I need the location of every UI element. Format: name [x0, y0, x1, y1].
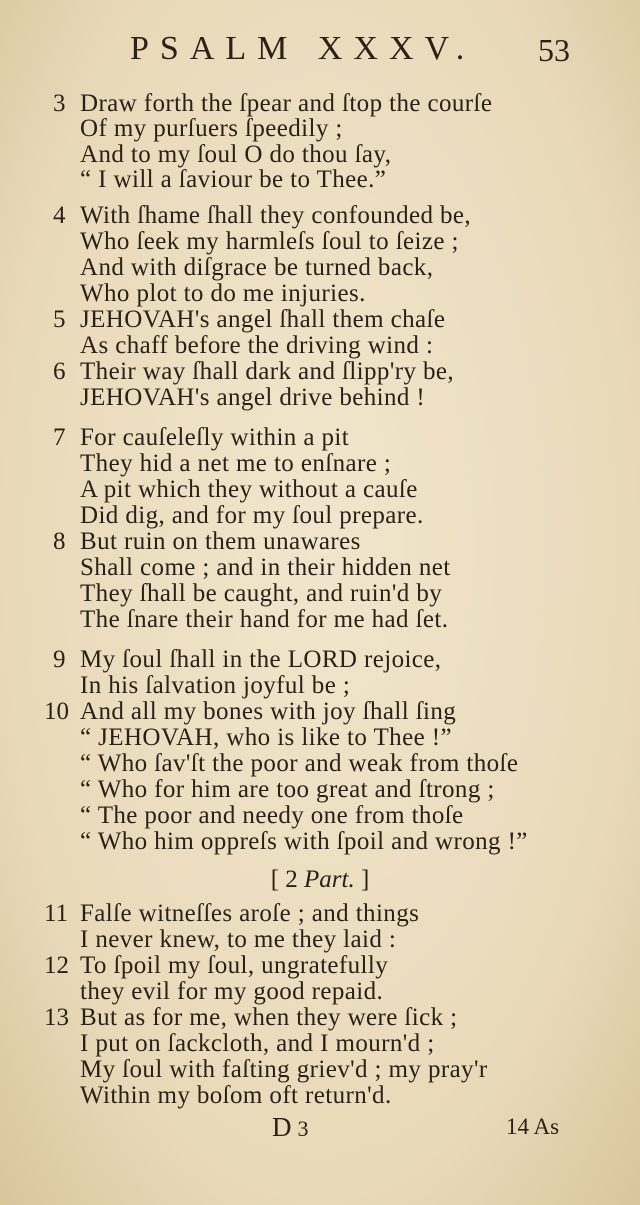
verse-line: The ſnare their hand for me had ſet. — [80, 606, 449, 633]
verse-number: 11 — [44, 900, 69, 927]
verse-line: With ſhame ſhall they confounded be, — [80, 202, 472, 229]
section-bracket-open: [ 2 — [270, 866, 298, 893]
verse-line: “ JEHOVAH, who is like to Thee !” — [80, 724, 452, 751]
verse-line: A pit which they without a cauſe — [80, 476, 418, 503]
verse-line: As chaff before the driving wind : — [80, 332, 434, 359]
verse-line: For cauſeleſly within a pit — [80, 424, 350, 451]
verse-number: 3 — [53, 90, 66, 117]
verse-line: And all my bones with joy ſhall ſing — [80, 698, 457, 725]
signature-number: 3 — [297, 1116, 309, 1141]
verse-number: 13 — [44, 1004, 69, 1031]
running-title: PSALM XXXV. — [130, 30, 476, 67]
verse-line: Draw forth the ſpear and ſtop the courſe — [80, 90, 493, 117]
verse-number: 12 — [44, 952, 69, 979]
verse-line: “ The poor and needy one from thoſe — [80, 802, 464, 829]
section-bracket-close: ] — [360, 866, 370, 893]
verse-number: 5 — [53, 306, 66, 333]
verse-line: they evil for my good repaid. — [80, 978, 384, 1005]
verse-number: 8 — [53, 528, 66, 555]
verse-number: 6 — [53, 358, 66, 385]
verse-line: Falſe witneſſes aroſe ; and things — [80, 900, 420, 927]
page-header — [0, 30, 640, 74]
verse-line: Of my purſuers ſpeedily ; — [80, 115, 343, 142]
verse-line: Who plot to do me injuries. — [80, 280, 366, 307]
verse-line: “ I will a ſaviour be to Thee.” — [80, 166, 387, 193]
verse-line: They hid a net me to enſnare ; — [80, 450, 392, 477]
verse-line: Did dig, and for my ſoul prepare. — [80, 502, 424, 529]
verse-line: I put on ſackcloth, and I mourn'd ; — [80, 1030, 435, 1057]
verse-line: In his ſalvation joyful be ; — [80, 672, 351, 699]
catchword: 14 As — [506, 1114, 560, 1139]
verse-line: Shall come ; and in their hidden net — [80, 554, 451, 581]
verse-line: My ſoul ſhall in the LORD rejoice, — [80, 646, 442, 673]
verse-number: 7 — [53, 424, 66, 451]
verse-line: Who ſeek my harmleſs ſoul to ſeize ; — [80, 228, 459, 255]
verse-line: “ Who for him are too great and ſtrong ; — [80, 776, 495, 803]
verse-line: To ſpoil my ſoul, ungratefully — [80, 952, 389, 979]
verse-number: 10 — [44, 698, 69, 725]
verse-line: And with diſgrace be turned back, — [80, 254, 434, 281]
verse-line: And to my ſoul O do thou ſay, — [80, 141, 392, 168]
verse-line: “ Who ſav'ſt the poor and weak from thoſe — [80, 750, 519, 777]
verse-line: Their way ſhall dark and ſlipp'ry be, — [80, 358, 455, 385]
verse-line: But as for me, when they were ſick ; — [80, 1004, 458, 1031]
verse-line: My ſoul with faſting griev'd ; my pray'r — [80, 1056, 488, 1083]
verse-line: They ſhall be caught, and ruin'd by — [80, 580, 443, 607]
verse-number: 9 — [53, 646, 66, 673]
verse-line: JEHOVAH's angel ſhall them chaſe — [80, 306, 446, 333]
verse-line: But ruin on them unawares — [80, 528, 361, 555]
section-heading — [0, 866, 640, 894]
verse-number: 4 — [53, 202, 66, 229]
verse-line: Within my boſom oft return'd. — [80, 1082, 392, 1109]
verse-line: I never knew, to me they laid : — [80, 926, 397, 953]
section-part-label: Part. — [304, 866, 355, 893]
verse-line: JEHOVAH's angel drive behind ! — [80, 384, 426, 411]
page-number: 53 — [538, 32, 570, 68]
signature-letter: D — [272, 1112, 292, 1142]
signature-mark — [272, 1112, 309, 1143]
verse-line: “ Who him oppreſs with ſpoil and wrong !” — [80, 828, 528, 855]
